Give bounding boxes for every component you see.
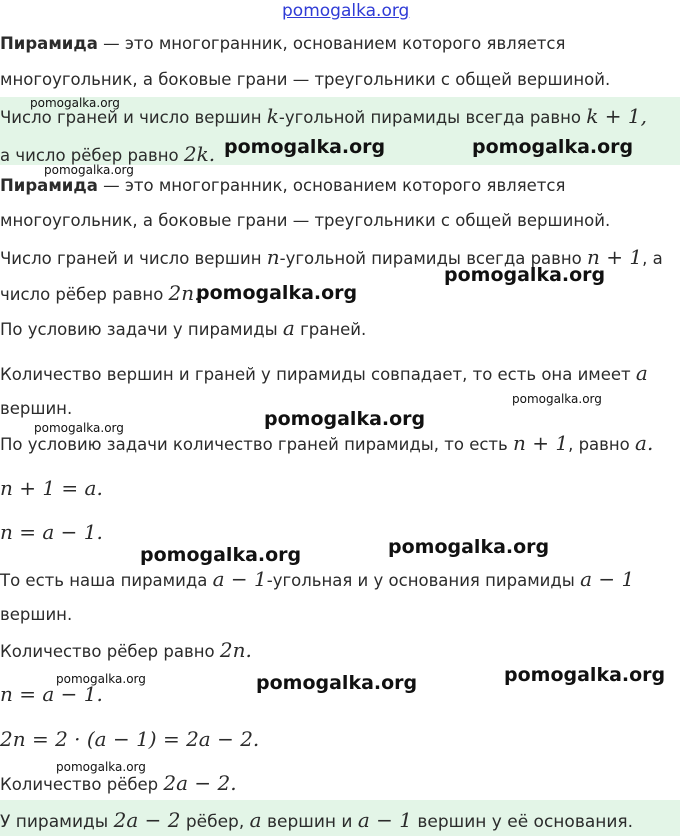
watermark-big: pomogalka.org xyxy=(140,544,302,566)
watermark-big: pomogalka.org xyxy=(504,664,666,686)
text: вершин и xyxy=(261,812,358,832)
text: а число рёбер равно xyxy=(0,146,184,165)
definition-line-1b xyxy=(0,176,565,196)
so-line xyxy=(0,569,634,591)
text: , равно xyxy=(568,435,636,454)
watermark-big: pomogalka.org xyxy=(256,672,418,694)
answer-line xyxy=(0,810,633,832)
watermark-link-top[interactable]: pomogalka.org xyxy=(282,1,410,21)
watermark-big: pomogalka.org xyxy=(388,536,550,558)
text: -угольной пирамиды всегда равно xyxy=(278,108,587,127)
term-pyramid: Пирамида xyxy=(0,34,98,53)
math-expr: a − 1 xyxy=(357,808,412,832)
text: , а xyxy=(642,249,663,268)
watermark-big: pomogalka.org xyxy=(224,136,386,158)
watermark-small: pomogalka.org xyxy=(34,421,124,435)
text: Число граней и число вершин xyxy=(0,108,267,127)
equation-4 xyxy=(0,729,259,751)
math-equation: 2n = 2 · (a − 1) = 2a − 2. xyxy=(0,727,260,751)
text: вершин у её основания. xyxy=(411,812,634,832)
same-count-line xyxy=(0,363,648,385)
text: рёбер, xyxy=(180,812,250,832)
equation-1 xyxy=(0,478,103,500)
same-count-line-2 xyxy=(0,399,72,419)
text: вершин. xyxy=(0,399,73,418)
math-expr: 2a − 2. xyxy=(163,771,237,795)
math-var: n xyxy=(266,245,280,269)
math-expr: 2k. xyxy=(183,142,216,166)
definition-text: многоугольник, а боковые грани — треугольники с общей вершиной. xyxy=(0,70,611,89)
math-expr: n + 1 xyxy=(587,245,643,269)
math-equation: n = a − 1. xyxy=(0,682,103,706)
watermark-big: pomogalka.org xyxy=(472,136,634,158)
math-equation: n = a − 1. xyxy=(0,520,103,544)
math-var: a xyxy=(635,361,648,385)
math-var: a xyxy=(249,808,262,832)
text: граней. xyxy=(294,320,367,339)
text: То есть наша пирамида xyxy=(0,571,213,590)
watermark-big: pomogalka.org xyxy=(444,264,606,286)
definition-line-1 xyxy=(0,34,565,54)
edges-rule-line-b xyxy=(0,283,201,305)
definition-text: — это многогранник, основанием которого является xyxy=(97,34,566,53)
math-expr: 2n. xyxy=(168,281,201,305)
text: У пирамиды xyxy=(0,812,114,832)
text: Количество рёбер равно xyxy=(0,642,220,661)
text: вершин. xyxy=(0,605,73,624)
watermark-big: pomogalka.org xyxy=(196,282,358,304)
watermark-small: pomogalka.org xyxy=(44,163,134,177)
equation-3 xyxy=(0,684,103,706)
equation-2 xyxy=(0,522,103,544)
math-expr: k + 1, xyxy=(586,104,647,128)
text: Число граней и число вершин xyxy=(0,249,267,268)
text: -угольная и у основания пирамиды xyxy=(266,571,581,590)
condition-n-line xyxy=(0,433,653,455)
math-expr: n + 1 xyxy=(513,431,569,455)
text: Количество вершин и граней у пирамиды совпадает, то есть она имеет xyxy=(0,365,636,384)
math-var: a xyxy=(282,316,295,340)
text: По условию задачи количество граней пирамиды, то есть xyxy=(0,435,514,454)
watermark-small: pomogalka.org xyxy=(56,760,146,774)
math-var: a. xyxy=(635,431,654,455)
math-equation: n + 1 = a. xyxy=(0,476,103,500)
watermark-small: pomogalka.org xyxy=(512,392,602,406)
math-expr: 2a − 2 xyxy=(113,808,181,832)
condition-faces-line xyxy=(0,318,366,340)
term-pyramid: Пирамида xyxy=(0,176,98,195)
text: -угольной пирамиды всегда равно xyxy=(279,249,588,268)
edges-count-line-2 xyxy=(0,773,237,795)
math-expr: a − 1 xyxy=(580,567,635,591)
watermark-big: pomogalka.org xyxy=(264,408,426,430)
so-line-2 xyxy=(0,605,72,625)
text: число рёбер равно xyxy=(0,285,169,304)
text: Количество рёбер xyxy=(0,775,164,794)
math-expr: 2n. xyxy=(219,638,252,662)
definition-text: многоугольник, а боковые грани — треугольники с общей вершиной. xyxy=(0,211,611,230)
math-expr: a − 1 xyxy=(212,567,267,591)
watermark-small: pomogalka.org xyxy=(30,96,120,110)
definition-line-2b xyxy=(0,211,610,231)
definition-line-2 xyxy=(0,70,610,90)
definition-text: — это многогранник, основанием которого является xyxy=(97,176,566,195)
math-var: k xyxy=(266,104,279,128)
watermark-small: pomogalka.org xyxy=(56,672,146,686)
edges-count-line xyxy=(0,640,252,662)
text: По условию задачи у пирамиды xyxy=(0,320,283,339)
